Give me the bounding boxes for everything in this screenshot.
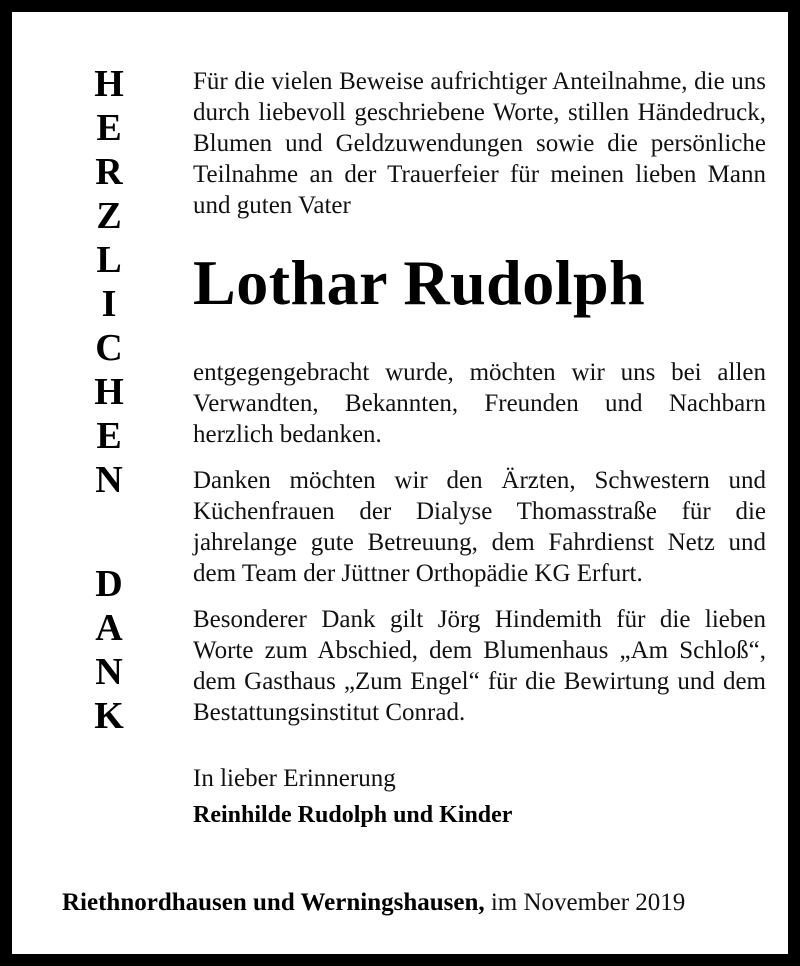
- intro-paragraph: Für die vielen Beweise aufrichtiger Anteilnahme, die uns durch liebevoll geschriebene Worte, stillen Händedruck, Blumen und Geldzuwendungen sowie die persönliche Teilnahme an der Trauerfeier für meinen lieben Mann und guten Vater: [193, 68, 766, 219]
- vertical-letter: E: [96, 415, 122, 457]
- notice-body: [193, 66, 766, 834]
- thanks-general-paragraph: entgegengebracht wurde, möchten wir uns bei allen Verwandten, Bekannten, Freunden und Nachbarn herzlich bedanken.: [193, 359, 766, 448]
- footer-line: [62, 885, 762, 921]
- vertical-letter: A: [95, 607, 123, 649]
- thanks-medical-paragraph: Danken möchten wir den Ärzten, Schwestern und Küchenfrauen der Dialyse Thomasstraße für die jahrelange gute Betreuung, dem Fahrdienst Netz und dem Team der Jüttner Orthopädie KG Erfurt.: [193, 467, 766, 587]
- vertical-letter: I: [101, 283, 117, 325]
- footer-date: im November 2019: [484, 889, 686, 916]
- vertical-letter: H: [94, 371, 124, 413]
- vertical-letter: R: [95, 151, 123, 193]
- paragraph-spacer: [193, 450, 766, 465]
- deceased-name: Lothar Rudolph: [193, 247, 646, 318]
- vertical-letter: N: [95, 459, 123, 501]
- vertical-letter: K: [94, 695, 124, 737]
- thanks-special-paragraph: Besonderer Dank gilt Jörg Hindemith für die lieben Worte zum Abschied, dem Blumenhaus „Am Schloß“, dem Gasthaus „Zum Engel“ für die Bewirtung und dem Bestattungsinstitut Conrad.: [193, 606, 766, 726]
- closing-phrase: In lieber Erinnerung: [193, 765, 396, 792]
- paragraph-spacer: [193, 589, 766, 604]
- vertical-letter: L: [96, 239, 122, 281]
- vertical-letter: H: [94, 63, 124, 105]
- vertical-letter: E: [96, 107, 122, 149]
- vertical-letter: C: [95, 327, 123, 369]
- vertical-letter: D: [95, 563, 123, 605]
- footer-places: Riethnordhausen und Werningshausen,: [62, 889, 485, 916]
- vertical-letter: Z: [96, 195, 122, 237]
- signers: Reinhilde Rudolph und Kinder: [193, 802, 513, 828]
- vertical-heading: [74, 62, 144, 738]
- word-spacer: [74, 502, 144, 562]
- vertical-letter: N: [95, 651, 123, 693]
- paragraph-spacer: [193, 728, 766, 760]
